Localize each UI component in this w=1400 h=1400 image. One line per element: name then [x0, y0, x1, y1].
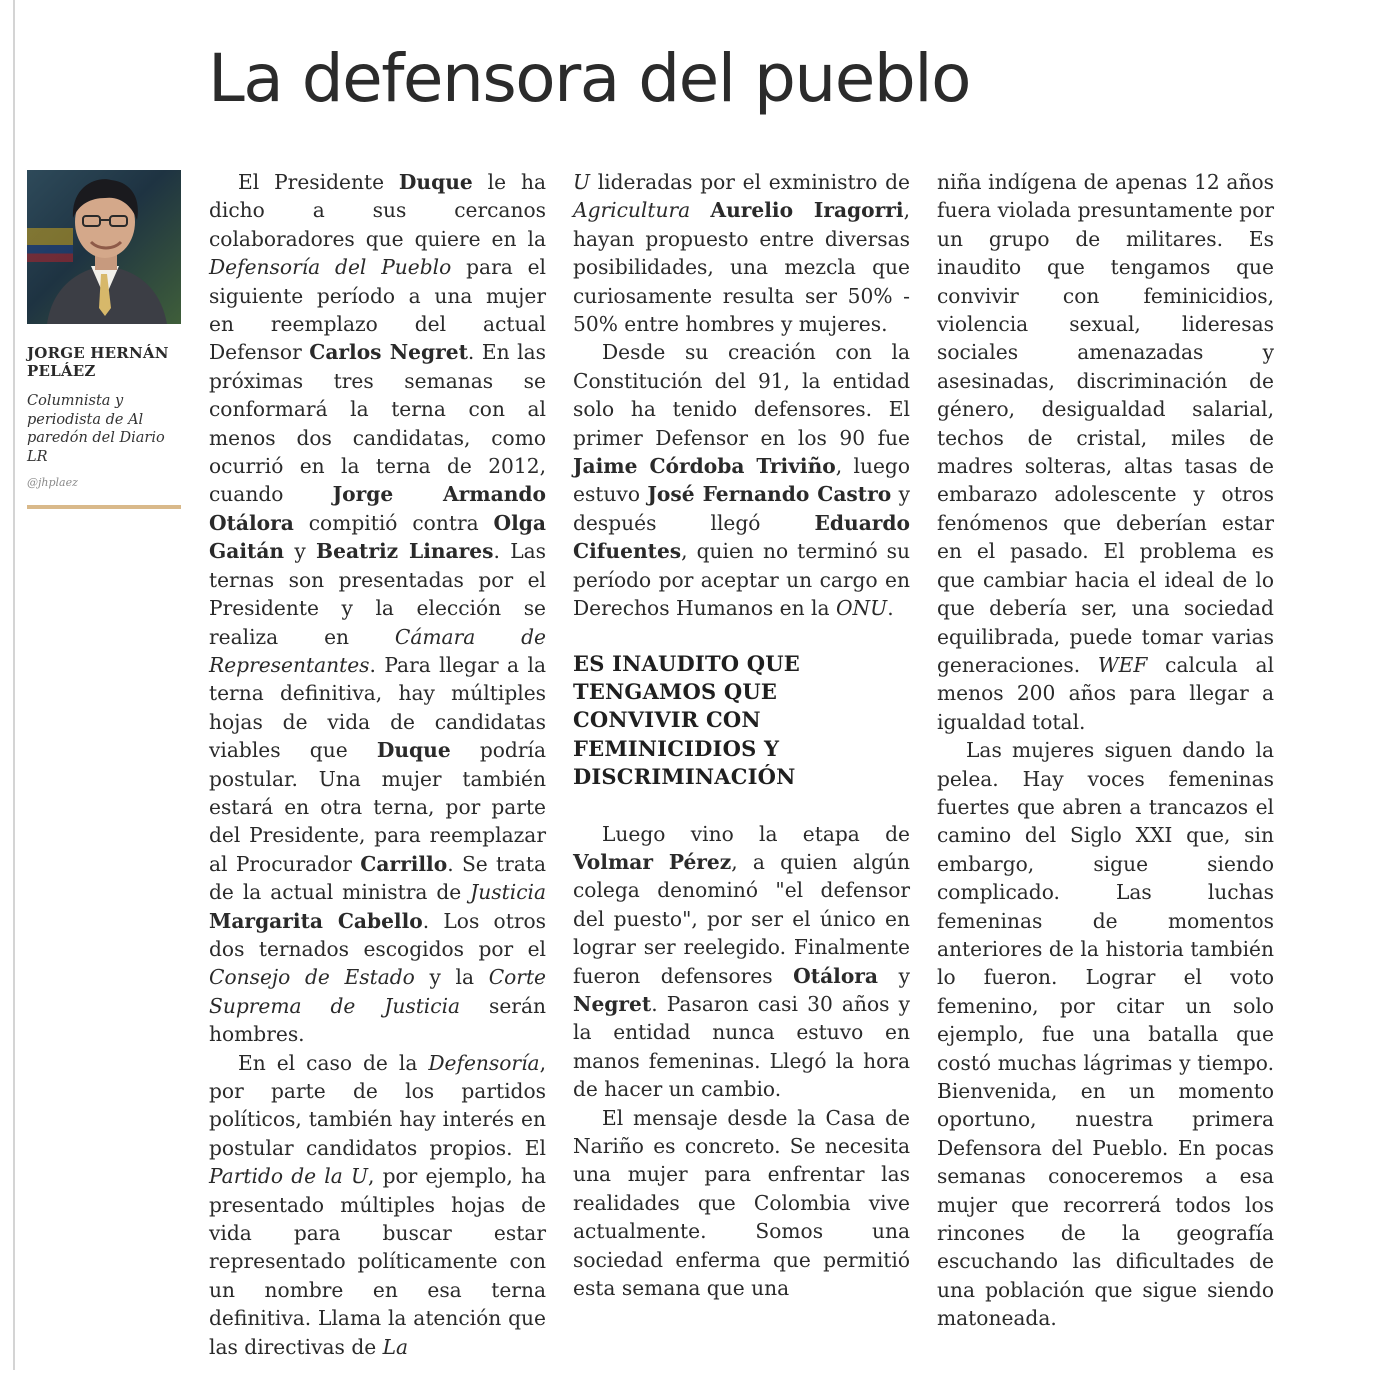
- article-column-1: [209, 168, 546, 1361]
- paragraph: niña indígena de apenas 12 años fuera violada presuntamente por un grupo de militares. Es inaudito que tengamos que convivir con feminicidios, violencia sexual, lideresas sociales amenazadas y asesinadas, discriminación de género, desigualdad salarial, techos de cristal, miles de madres solteras, altas tasas de embarazo adolescente y otros fenómenos que deberían estar en el pasado. El problema es que cambiar hacia el ideal de lo que debería ser, una sociedad equilibrada, puede tomar varias generaciones. WEF calcula al menos 200 años para llegar a igualdad total.: [937, 170, 1274, 734]
- paragraph: El mensaje desde la Casa de Nariño es concreto. Se necesita una mujer para enfrentar las realidades que Colombia vive actualmente. Somos una sociedad enferma que permitió esta semana que una: [573, 1105, 910, 1301]
- paragraph: Luego vino la etapa de Volmar Pérez, a quien algún colega denominó "el defensor del puesto", por ser el único en lograr ser reelegido. Finalmente fueron defensores Otálora y Negret. Pasaron casi 30 años y la entidad nunca estuvo en manos femeninas. Llegó la hora de hacer un cambio.: [573, 821, 910, 1102]
- author-role: Columnista y periodista de Al paredón del Diario LR: [27, 393, 165, 465]
- paragraph: El Presidente Duque le ha dicho a sus cercanos colaboradores que quiere en la Defensoría del Pueblo para el siguiente período a una mujer en reemplazo del actual Defensor Carlos Negret. En las próximas tres semanas se conformará la terna con al menos dos candidatas, como ocurrió en la terna de 2012, cuando Jorge Armando Otálora compitió contra Olga Gaitán y Beatriz Linares. Las ternas son presentadas por el Presidente y la elección se realiza en Cámara de Representantes. Para llegar a la terna definitiva, hay múltiples hojas de vida de candidatas viables que Duque podría postular. Una mujer también estará en otra terna, por parte del Presidente, para reemplazar al Procurador Carrillo. Se trata de la actual ministra de Justicia Margarita Cabello. Los otros dos ternados escogidos por el Consejo de Estado y la Corte Suprema de Justicia serán hombres.: [209, 170, 547, 1047]
- article-column-3: [937, 168, 1274, 1333]
- article-column-2: [573, 168, 910, 1302]
- paragraph: Desde su creación con la Constitución del 91, la entidad solo ha tenido defensores. El primer Defensor en los 90 fue Jaime Córdoba Triviño, luego estuvo José Fernando Castro y después llegó Eduardo Cifuentes, quien no terminó su período por aceptar un cargo en Derechos Humanos en la ONU.: [573, 340, 910, 621]
- paragraph: Las mujeres siguen dando la pelea. Hay voces femeninas fuertes que abren a trancazos el camino del Siglo XXI que, sin embargo, sigue siendo complicado. Las luchas femeninas de momentos anteriores de la historia también lo fueron. Lograr el voto femenino, por citar un solo ejemplo, fue una batalla que costó muchas lágrimas y tiempo. Bienvenida, en un momento oportuno, nuestra primera Defensora del Pueblo. En pocas semanas conoceremos a esa mujer que recorrerá todos los rincones de la geografía escuchando las dificultades de una población que sigue siendo matoneada.: [937, 738, 1274, 1331]
- author-divider: [27, 505, 181, 509]
- author-portrait-drawing: [27, 170, 181, 324]
- page-left-rule: [13, 0, 15, 1370]
- paragraph: En el caso de la Defensoría, por parte de los partidos políticos, también hay interés en postular candidatos propios. El Partido de la U, por ejemplo, ha presentado múltiples hojas de vida para buscar estar representado políticamente con un nombre en esa terna definitiva. Llama la atención que las directivas de La: [209, 1050, 546, 1359]
- author-name: JORGE HERNÁN PELÁEZ: [27, 344, 169, 380]
- pull-quote: ES INAUDITO QUE TENGAMOS QUE CONVIVIR CON FEMINICIDIOS Y DISCRIMINACIÓN: [573, 650, 800, 790]
- paragraph: U lideradas por el exministro de Agricultura Aurelio Iragorri, hayan propuesto entre diversas posibilidades, una mezcla que curiosamente resulta ser 50% - 50% entre hombres y mujeres.: [573, 170, 910, 337]
- article-headline: La defensora del pueblo: [208, 40, 970, 117]
- author-handle: @jhplaez: [27, 476, 78, 489]
- author-box: [27, 170, 181, 509]
- author-portrait-icon: [27, 170, 181, 324]
